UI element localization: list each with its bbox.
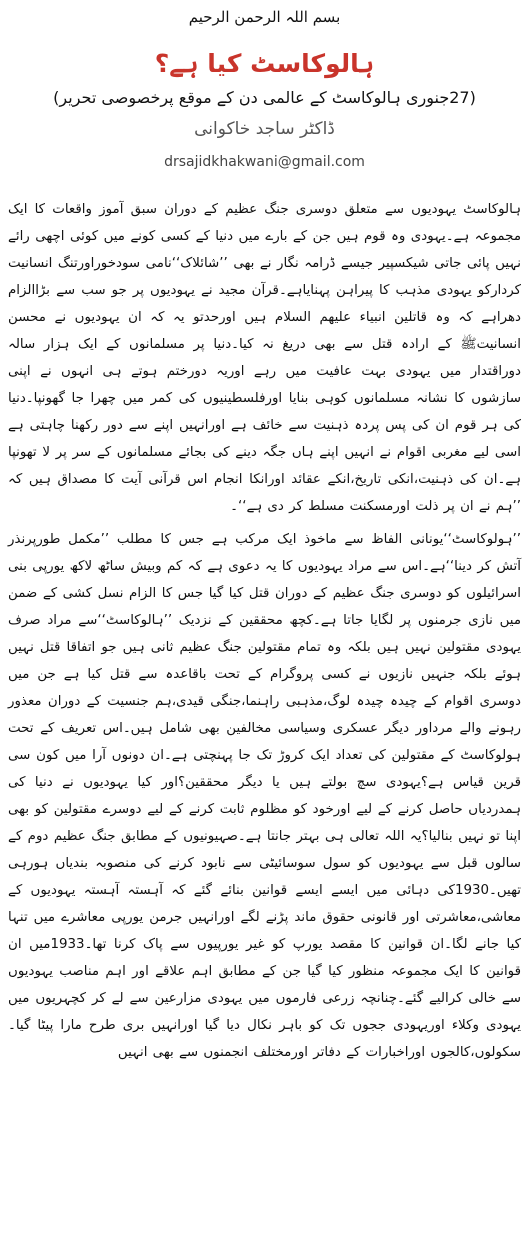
author-email: drsajidkhakwani@gmail.com: [164, 154, 365, 170]
article-title: ہالوکاسٹ کیا ہے؟: [154, 49, 375, 78]
article-subtitle: (27جنوری ہالوکاسٹ کے عالمی دن کے موقع پرخصوصی تحریر): [53, 88, 476, 107]
author-name: ڈاکٹر ساجد خاکوانی: [194, 119, 335, 139]
basmala-heading: بسم اللہ الرحمن الرحیم: [188, 8, 341, 26]
paragraph-1: ہالوکاسٹ یہودیوں سے متعلق دوسری جنگ عظیم کے دوران سبق آموز واقعات کا ایک مجموعہ ہے۔یہودی وہ قوم ہیں جن کے بارے میں دنیا کے کسی کونے میں کوئی اچھی رائے نہیں پائی جاتی شیکسپیر جیسے ڈرامہ نگار نے بھی ’’شائلاک‘‘نامی سودخوراورتنگ انسانیت کردارکو یہودی مذہب کا پیراہن پہنایاہے۔قرآن مجید نے یہودیوں پر جو سب سے بڑاالزام دھراہے کہ وہ قاتلین انبیاء علیھم السلام ہیں اورحدتو یہ کہ ان یہودیوں نے محسن انسانیتﷺ کے ارادہ قتل سے بھی دریغ نہ کیا۔دنیا پر مسلمانوں کے ایک ہزار سالہ دوراقتدار میں یہودی بہت عافیت میں رہے اوریہ دورختم ہوتے ہی انہوں نے اپنی سازشوں کا نشانہ مسلمانوں کوہی بنایا اورفلسطینیوں کی کمر میں چھرا جا گھونپا۔دنیا کی ہر قوم ان کی پس پردہ ذہنیت سے خائف ہے اورانہیں اپنے سے دور رکھنا چاہتی ہے اسی لیے مغربی اقوام نے انہیں اپنے ہاں جگہ دینے کی بجائے مسلمانوں کے سر پر لا تھونپا ہے۔ان کی ذہنیت،انکی تاریخ،انکے عقائد اورانکا انجام اس قرآنی آیت کا مصداق ہیں کہ ’’ہم نے ان پر ذلت اورمسکنت مسلط کر دی ہے‘‘۔: [8, 202, 521, 514]
article-body: [8, 196, 521, 1066]
paragraph-2: ’’ہولوکاسٹ‘‘یونانی الفاظ سے ماخوذ ایک مرکب ہے جس کا مطلب ’’مکمل طورپرنذر آتش کر دینا‘‘ہے۔اس سے مراد یہودیوں کا یہ دعوی ہے کہ کم وبیش ساٹھ لاکھ یورپی بنی اسرائیلوں کو دوسری جنگ عظیم کے دوران قتل کیا گیا جس کا الزام نسل کشی کے ضمن میں نازی جرمنوں پر لگایا جاتا ہے۔کچھ محققین کے نزدیک ’’ہالوکاسٹ‘‘سے مراد صرف یہودی مقتولین نہیں ہیں بلکہ وہ تمام مقتولین جنگ عظیم ثانی ہیں جو اتفاقا قتل نہیں ہوئے بلکہ جنہیں نازیوں نے کسی پروگرام کے تحت باقاعدہ سے قتل کیا ہے جن میں دوسری اقوام کے چیدہ چیدہ لوگ،مذہبی راہنما،جنگی قیدی،ہم جنسیت کے دوران معذور رہونے والے مرداور دیگر عسکری وسیاسی مخالفین بھی شامل ہیں۔اس تعریف کے تحت ہولوکاسٹ کے مقتولین کی تعداد ایک کروڑ تک جا پہنچتی ہے۔ان دونوں آرا میں کون سی قرین قیاس ہے؟یہودی سچ بولتے ہیں یا دیگر محققین؟اور کیا یہودیوں نے دنیا کی ہمدردیاں حاصل کرنے کے لیے اورخود کو مظلوم ثابت کرنے کے لیے دوسرے مقتولین کو بھی اپنا تو نہیں بنالیا؟یہ اللہ تعالی ہی بہتر جانتا ہے۔صہیونیوں کے مطابق جنگ عظیم دوم کے سالوں قبل سے یہودیوں کو سول سوسائیٹی سے نابود کرنے کی منصوبہ بندیاں ہورہی تھیں۔1930کی دہائی میں ایسے ایسے قوانین بنائے گئے کہ آہستہ آہستہ یہودیوں کے معاشی،معاشرتی اور قانونی حقوق ماند پڑنے لگے اورانہیں جرمن یورپی معاشرے میں تنہا کیا جانے لگا۔ان قوانین کا مقصد یورپ کو غیر یورپیوں سے پاک کرنا تھا۔1933میں ان قوانین کا ایک مجموعہ منظور کیا گیا جن کے مطابق اہم علاقے اور اہم مناصب یہودیوں سے خالی کرالیے گئے۔چنانچہ زرعی فارموں میں یہودی مزارعین سے لے کر کچہریوں میں یہودی وکلاء اوریہودی ججوں تک کو باہر نکال دیا گیا اورانہیں بری طرح مارا پیٹا گیا۔سکولوں،کالجوں اوراخبارات کے دفاتر اورمختلف انجمنوں سے بھی انہیں: [8, 532, 521, 1060]
